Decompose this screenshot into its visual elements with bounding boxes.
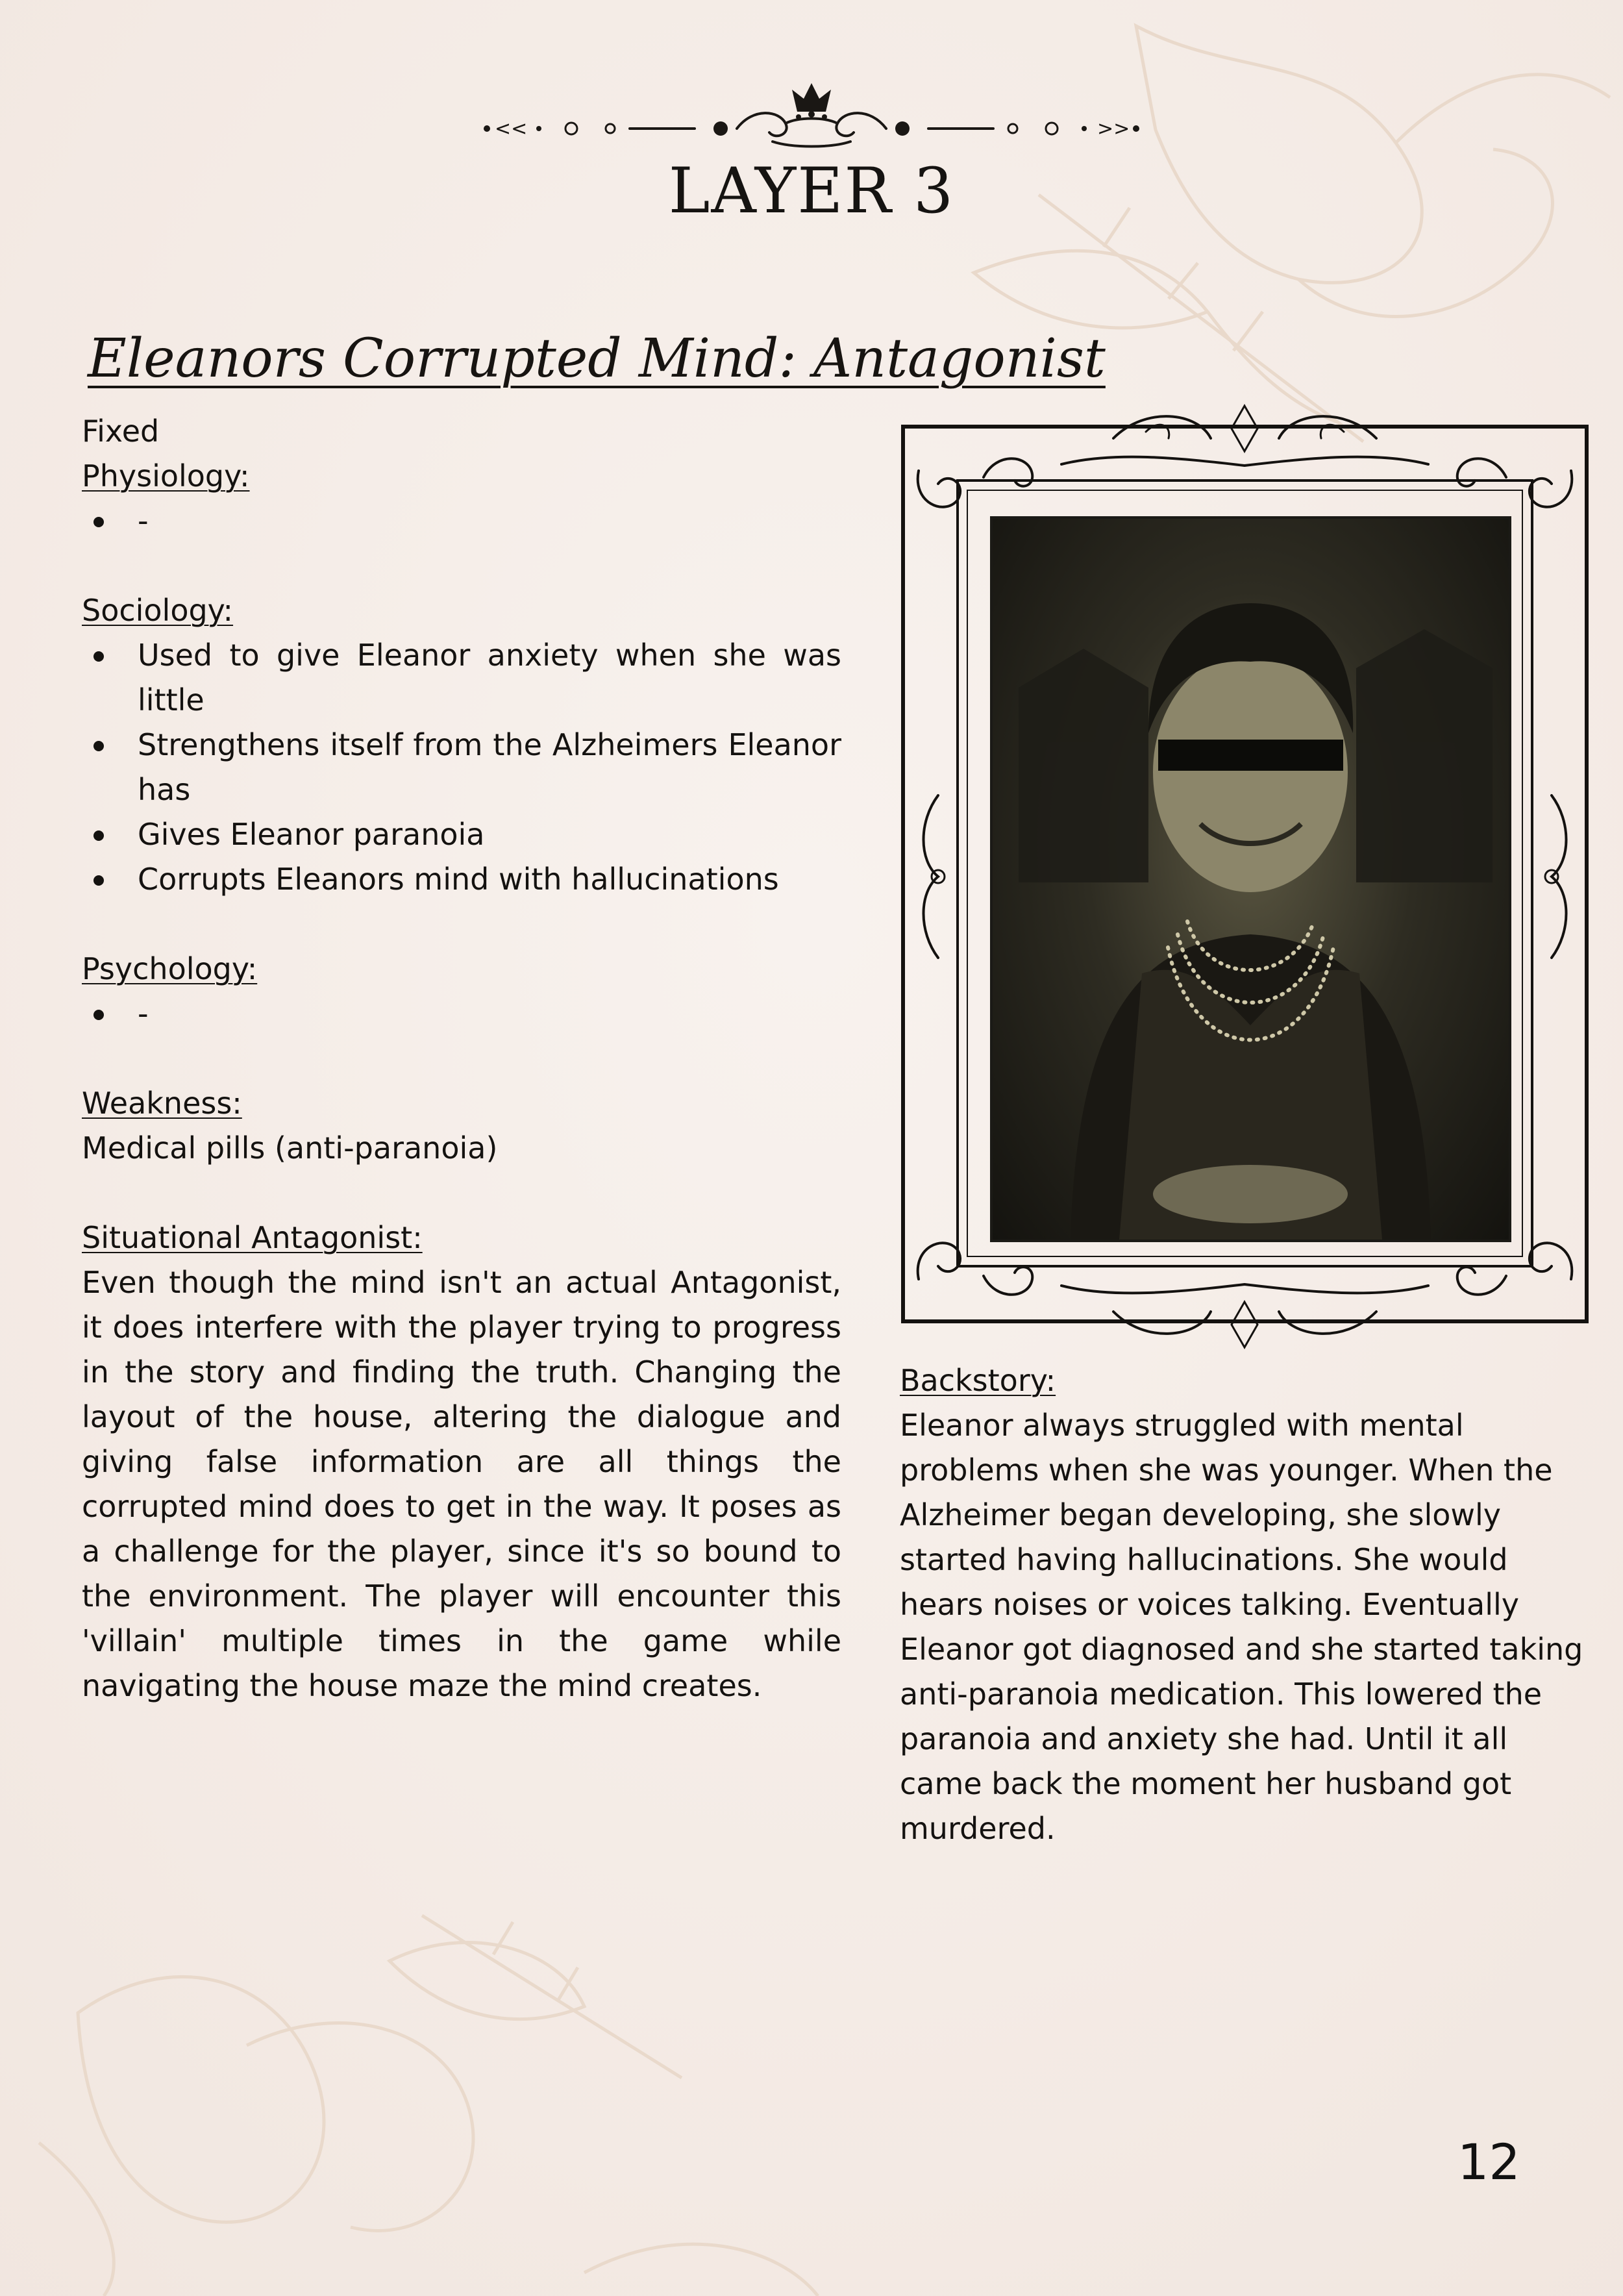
list-item: Gives Eleanor paranoia <box>82 812 841 857</box>
weakness-heading: Weakness: <box>82 1086 242 1121</box>
fixed-label: Fixed <box>82 414 160 449</box>
right-column <box>900 1358 1588 1851</box>
situational-antagonist-heading: Situational Antagonist: <box>82 1220 423 1255</box>
section-title: Eleanors Corrupted Mind: Antagonist <box>88 328 1106 390</box>
list-item: - <box>82 992 841 1036</box>
physiology-list <box>82 499 841 543</box>
list-item: Corrupts Eleanors mind with hallucinations <box>82 857 841 902</box>
header-ornament <box>480 71 1143 156</box>
sociology-heading: Sociology: <box>82 593 234 628</box>
left-column <box>82 409 841 1708</box>
backstory-heading: Backstory: <box>900 1363 1056 1398</box>
page-number: 12 <box>1457 2133 1520 2191</box>
psychology-heading: Psychology: <box>82 951 258 986</box>
layer-title: LAYER 3 <box>668 155 955 227</box>
list-item: Strengthens itself from the Alzheimers Eleanor has <box>82 723 841 812</box>
situational-antagonist-text: Even though the mind isn't an actual Antagonist, it does interfere with the player trying to progress in the story and finding the truth. Changing the layout of the house, altering the dialogue and giving false information are all things the corrupted mind does to get in the way. It poses as a challenge for the player, since it's so bound to the environment. The player will encounter this 'villain' multiple times in the game while navigating the house maze the mind creates. <box>82 1265 841 1703</box>
weakness-text: Medical pills (anti-paranoia) <box>82 1130 498 1166</box>
eleanor-portrait-image <box>990 516 1511 1242</box>
backstory-text: Eleanor always struggled with mental problems when she was younger. When the Alzheimer began developing, she slowly started having hallucinations. She would hears noises or voices talking. Eventually Eleanor got diagnosed and she started taking anti-paranoia medication. This lowered the paranoia and anxiety she had. Until it all came back the moment her husband got murdered. <box>900 1408 1583 1846</box>
svg-text:<<: << <box>495 118 528 140</box>
list-item: - <box>82 499 841 543</box>
physiology-heading: Physiology: <box>82 458 250 493</box>
psychology-list <box>82 992 841 1036</box>
list-item: Used to give Eleanor anxiety when she was little <box>82 633 841 723</box>
sociology-list <box>82 633 841 902</box>
svg-text:>>: >> <box>1097 118 1130 140</box>
